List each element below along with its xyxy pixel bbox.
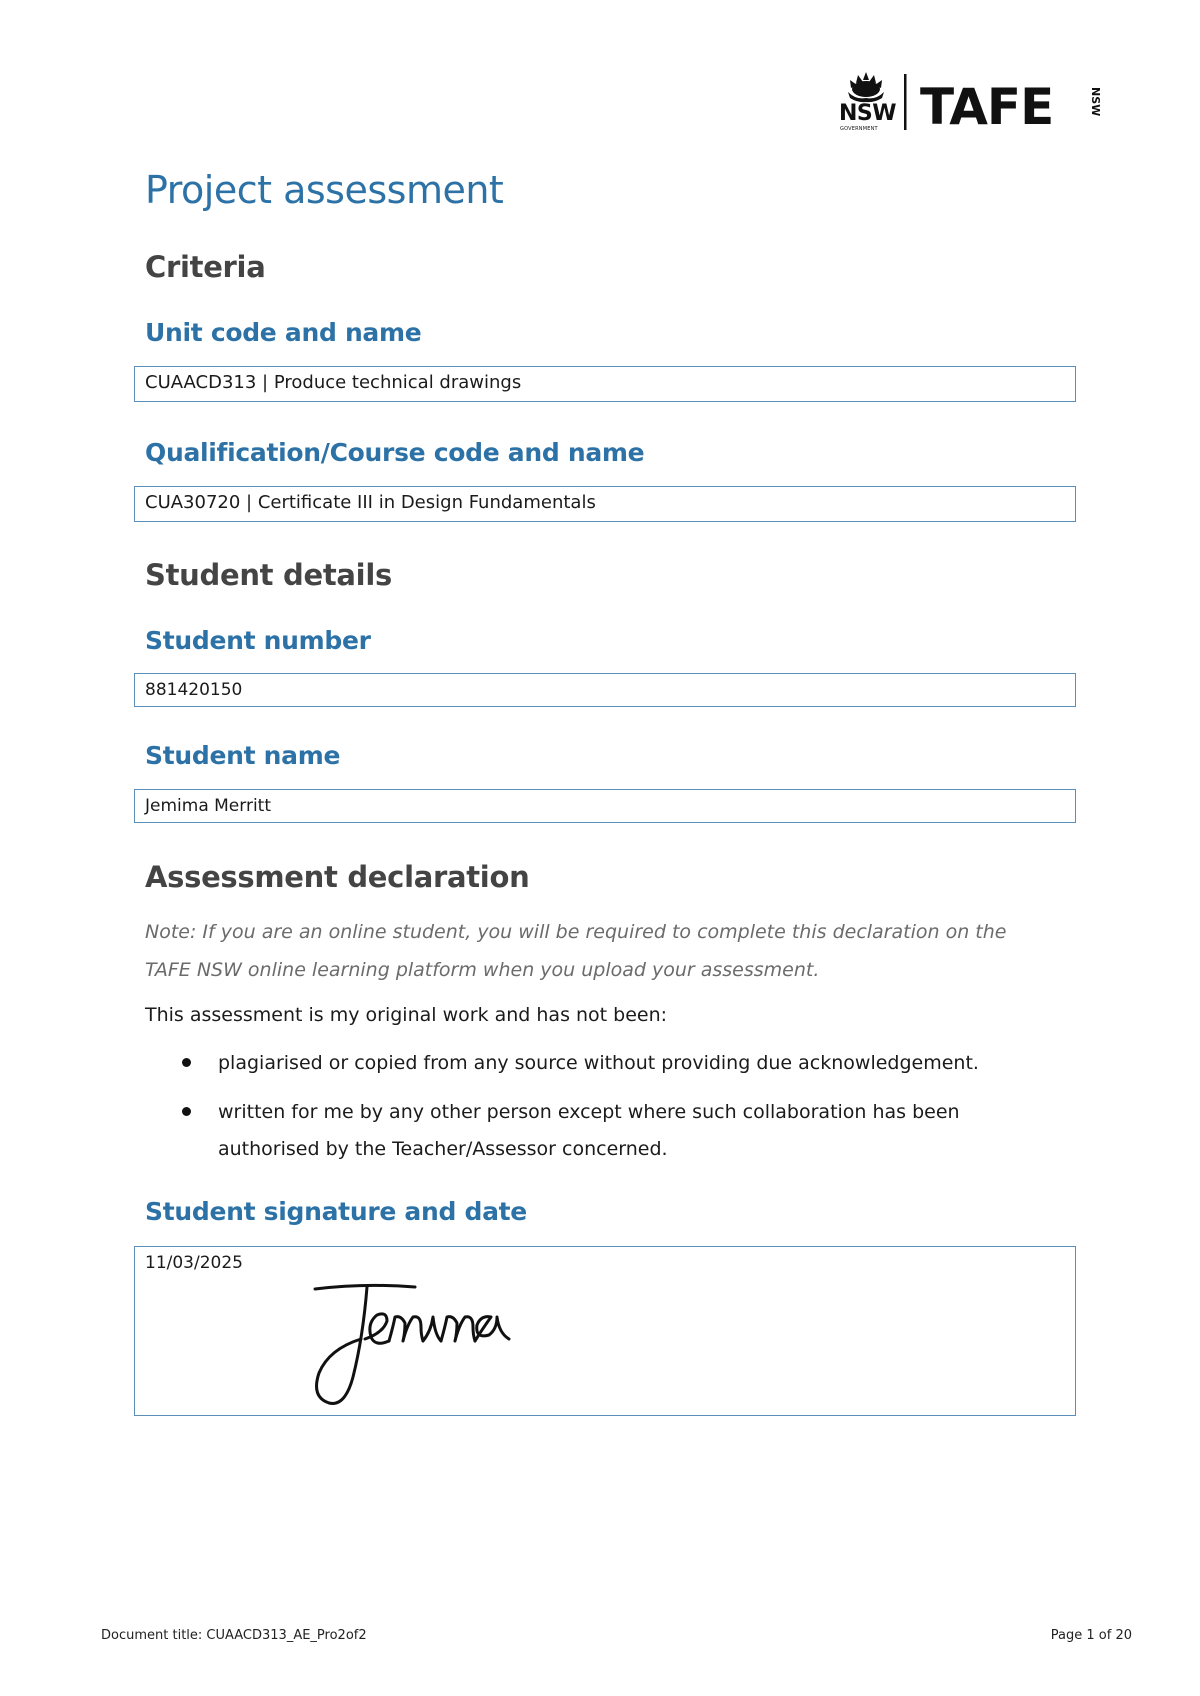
unit-code-label: Unit code and name — [145, 318, 422, 347]
signature-field[interactable] — [134, 1246, 1076, 1416]
declaration-note — [145, 913, 1065, 989]
criteria-heading: Criteria — [145, 250, 266, 284]
student-name-field[interactable] — [134, 789, 1076, 823]
government-logo-text: GOVERNMENT — [840, 126, 878, 132]
declaration-note-line: Note: If you are an online student, you will be required to complete this declaration on the — [145, 921, 1007, 943]
assessment-declaration-heading: Assessment declaration — [145, 860, 530, 894]
student-number-field[interactable] — [134, 673, 1076, 707]
declaration-note-line: TAFE NSW online learning platform when you upload your assessment. — [145, 959, 820, 981]
unit-code-field[interactable] — [134, 366, 1076, 402]
student-details-heading: Student details — [145, 558, 392, 592]
declaration-bullet-2-line: written for me by any other person except where such collaboration has been — [218, 1101, 960, 1123]
nsw-logo-text: NSW — [839, 101, 897, 126]
tafe-nsw-vertical-text: NSW — [1089, 87, 1102, 117]
student-number-label: Student number — [145, 626, 371, 655]
waratah-icon — [848, 72, 884, 102]
logo-divider — [904, 74, 907, 130]
student-number-value: 881420150 — [145, 680, 243, 700]
tafe-nsw-logo — [838, 70, 1100, 136]
qualification-field[interactable] — [134, 486, 1076, 522]
student-name-value: Jemima Merritt — [145, 796, 271, 816]
page-title: Project assessment — [145, 168, 504, 212]
qualification-label: Qualification/Course code and name — [145, 438, 645, 467]
signature-date: 11/03/2025 — [145, 1253, 243, 1273]
declaration-intro: This assessment is my original work and has not been: — [145, 1004, 668, 1026]
declaration-bullet-2 — [218, 1094, 960, 1168]
bullet-icon — [182, 1058, 191, 1067]
signature-label: Student signature and date — [145, 1197, 527, 1226]
bullet-icon — [182, 1107, 191, 1116]
declaration-bullet-1: plagiarised or copied from any source without providing due acknowledgement. — [218, 1052, 979, 1074]
declaration-bullet-2-line: authorised by the Teacher/Assessor concerned. — [218, 1138, 668, 1160]
student-name-label: Student name — [145, 741, 341, 770]
footer-page-number: Page 1 of 20 — [1050, 1628, 1132, 1643]
unit-code-value: CUAACD313 | Produce technical drawings — [145, 372, 522, 393]
signature-image — [305, 1277, 595, 1417]
qualification-value: CUA30720 | Certificate III in Design Fundamentals — [145, 492, 596, 513]
tafe-logo-text: TAFE — [920, 78, 1054, 136]
footer-document-title: Document title: CUAACD313_AE_Pro2of2 — [101, 1628, 367, 1643]
